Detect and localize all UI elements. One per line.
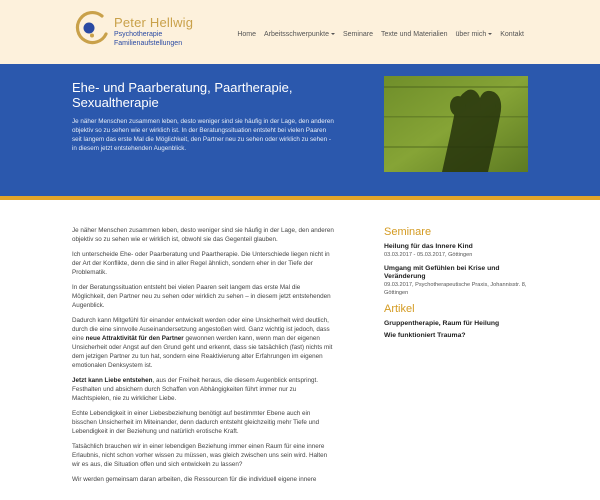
paragraph-2: Ich unterscheide Ehe- oder Paarberatung und Paartherapie. Die Unterschiede liegen nicht in der Art der Konflikte, denn die sind in aller Regel ähnlich, sondern eher in der Tiefe der Problematik. [72, 251, 330, 276]
banner-intro: Je näher Menschen zusammen leben, desto weniger sind sie häufig in der Lage, den anderen objektiv so zu sehen wie er wirklich ist. In der Beratungssituation entsteht bei vielen Paaren seit langem das erste Mal die Möglichkeit, den Partner neu zu sehen oder wirklich zu sehen - in diesem jetzt entstehenden Augenblick. [72, 118, 334, 152]
nav-ueber-mich-label: über mich [455, 31, 487, 38]
paragraph-8: Wir werden gemeinsam daran arbeiten, die Ressourcen für die individuell eigene innere [72, 476, 317, 483]
seminar-meta: 09.03.2017, Psychotherapeutische Praxis, Johannisstr. 8, Göttingen [384, 282, 527, 296]
nav-texte[interactable]: Texte und Materialien [380, 31, 448, 38]
logo-sub-familien: Familienaufstellungen [114, 40, 183, 47]
site-header [0, 0, 600, 64]
paragraph-6: Echte Lebendigkeit in einer Liebesbeziehung benötigt auf bestimmter Ebene auch ein bisschen Unsicherheit im Miteinander, denn dadurch entsteht gleichzeitig mehr Tiefe und Lebendigkeit in der Beziehung und natürlich erotische Kraft. [72, 410, 320, 435]
main-content [72, 226, 334, 490]
paragraph-4-a: Dadurch kann Mitgefühl für einander entwickelt werden oder eine Unsicherheit wird deutlich, durch die eine sinnvolle Auseinandersetzung angestoßen wird. Ganz wichtig ist jedoch, dass eine [72, 317, 330, 342]
paragraph-5-emphasis: Jetzt kann Liebe entstehen [72, 377, 153, 384]
paragraph-1: Je näher Menschen zusammen leben, desto weniger sind sie häufig in der Lage, den anderen objektiv so zu sehen wie er wirklich ist, obwohl sie das Gegenteil glauben. [72, 227, 334, 243]
nav-arbeitsschwerpunkte-label: Arbeitsschwerpunkte [264, 31, 329, 38]
nav-seminare[interactable]: Seminare [343, 31, 373, 38]
logo-sub-psychotherapie: Psychotherapie [114, 31, 163, 38]
seminar-meta: 03.03.2017 - 05.03.2017, Göttingen [384, 252, 473, 258]
paragraph-4 [72, 316, 334, 370]
artikel-link[interactable]: Wie funktioniert Trauma? [384, 332, 466, 339]
logo-icon[interactable] [72, 10, 110, 48]
logo-text[interactable] [114, 15, 193, 48]
paragraph-5-b: , aus der Freiheit heraus, die diesem Augenblick entspringt. Festhalten und absichern durch Schaffen von Abhängigkeiten führt immer nur zu Machtspielen, nie zu wirklicher Liebe. [72, 377, 319, 402]
nav-ueber-mich[interactable] [452, 31, 497, 38]
hero-photo [384, 76, 528, 172]
paragraph-4-c: gewonnen werden kann, wenn man der eigenen Unsicherheit oder Angst auf den Grund geht und erkennt, dass sie tatsächlich (fast) nichts mit dem jetzigen Partner zu tun hat, sondern eine Reaktivierung alter Erfahrungen im eigenen emotionalen Denksystem ist. [72, 335, 333, 369]
sidebar [384, 226, 530, 340]
chevron-down-icon [488, 33, 492, 35]
banner-accent-line [0, 196, 600, 200]
artikel-heading: Artikel [384, 303, 415, 315]
artikel-link[interactable]: Gruppentherapie, Raum für Heilung [384, 320, 500, 327]
seminare-heading: Seminare [384, 226, 432, 238]
logo-name: Peter Hellwig [114, 15, 194, 30]
nav-home[interactable]: Home [237, 31, 257, 38]
paragraph-7: Tatsächlich brauchen wir in einer lebendigen Beziehung immer einen Raum für eine innere Erlaubnis, nicht schon vorher wissen zu müssen, was gleich zwischen uns sein wird. Halten wir es aus, die Situation offen und sich entwickeln zu lassen? [72, 443, 328, 468]
nav-kontakt[interactable]: Kontakt [500, 31, 524, 38]
page-title: Ehe- und Paarberatung, Paartherapie, Sexualtherapie [72, 80, 293, 110]
paragraph-3: In der Beratungssituation entsteht bei vielen Paaren seit langem das erste Mal die Möglichkeit, den Partner neu zu sehen oder wirklich zu sehen – in diesem jetzt entstehenden Augenblick. [72, 284, 331, 309]
paragraph-4-emphasis: neue Attraktivität für den Partner [85, 335, 184, 342]
nav-arbeitsschwerpunkte[interactable] [260, 31, 339, 38]
seminar-link[interactable]: Heilung für das Innere Kind [384, 243, 473, 250]
main-nav [233, 31, 528, 38]
paragraph-5 [72, 376, 334, 403]
chevron-down-icon [331, 33, 335, 35]
seminar-link[interactable]: Umgang mit Gefühlen bei Krise und Veränderung [384, 265, 500, 280]
